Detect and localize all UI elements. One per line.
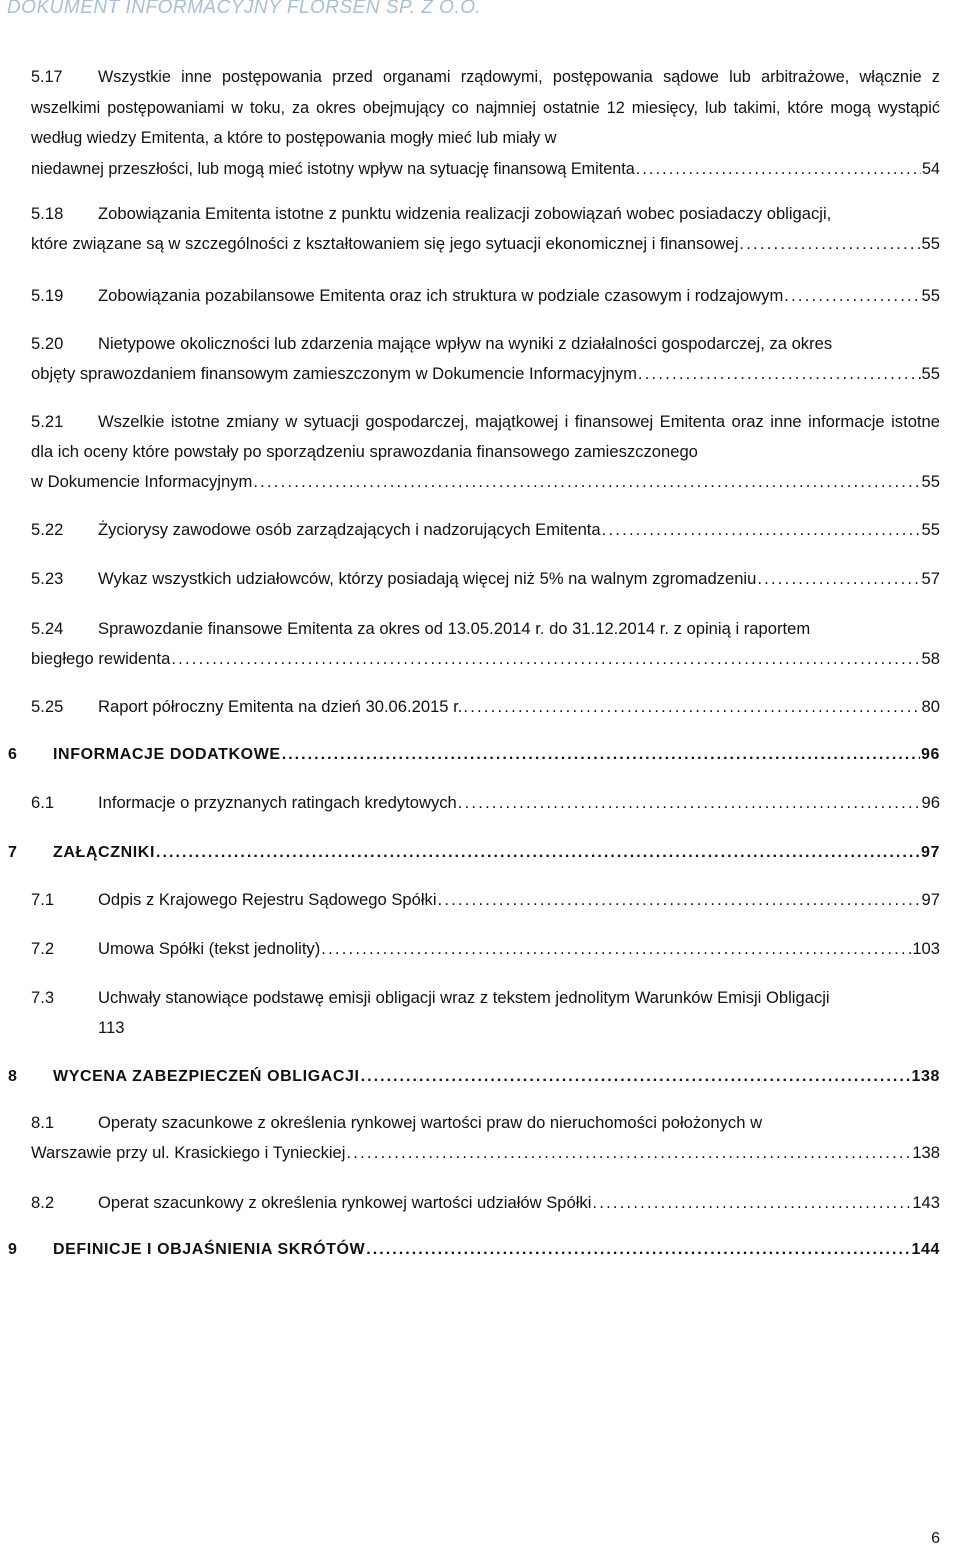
toc-chapter-8[interactable] [8,1062,940,1092]
toc-title: Operat szacunkowy z określenia rynkowej wartości udziałów Spółki [98,1193,592,1212]
leader-dots [282,740,920,770]
leader-dots [784,281,920,311]
toc-entry-5-24[interactable] [31,614,940,674]
page-number: 6 [931,1530,940,1547]
toc-page: 138 [912,1143,940,1162]
toc-page: 57 [921,569,940,588]
leader-dots [602,515,921,545]
toc-number: 5.21 [31,412,64,431]
toc-page: 96 [921,793,940,812]
toc-number: 8.2 [31,1193,55,1212]
toc-entry-5-22[interactable] [31,515,940,545]
leader-dots [438,885,921,915]
toc-title-end: które związane są w szczególności z kształtowaniem się jego sytuacji ekonomicznej i finansowej [31,234,739,253]
toc-entry-6-1[interactable] [31,788,940,818]
toc-page: 55 [921,364,940,383]
toc-number: 6 [8,746,18,763]
toc-title: Sprawozdanie finansowe Emitenta za okres od 13.05.2014 r. do 31.12.2014 r. z opinią i raportem [98,619,811,638]
toc-number: 7.1 [31,890,55,909]
toc-page: 138 [911,1068,940,1085]
toc-page: 80 [921,697,940,716]
toc-page: 143 [912,1193,940,1212]
toc-number: 7.3 [31,988,55,1007]
toc-title: Uchwały stanowiące podstawę emisji obligacji wraz z tekstem jednolitym Warunków Emisji Obligacji [98,988,830,1007]
toc-entry-5-21[interactable] [31,407,940,497]
toc-entry-8-1[interactable] [31,1108,940,1168]
toc-entry-5-19[interactable] [31,281,940,311]
leader-dots [636,154,921,185]
toc-entry-7-3[interactable] [31,983,940,1043]
leader-dots [638,359,921,389]
toc-title: WYCENA ZABEZPIECZEŃ OBLIGACJI [53,1068,360,1085]
toc-number: 5.20 [31,334,64,353]
toc-number: 5.19 [31,286,64,305]
toc-number: 5.22 [31,520,64,539]
document-header: DOKUMENT INFORMACYJNY FLORSEN SP. Z O.O. [7,0,482,18]
leader-dots [739,229,920,259]
toc-entry-5-23[interactable] [31,564,940,594]
toc-entry-7-1[interactable] [31,885,940,915]
toc-number: 7.2 [31,939,55,958]
toc-entry-5-18[interactable] [31,199,940,259]
toc-number: 9 [8,1241,18,1258]
toc-number: 8 [8,1068,18,1085]
toc-title: Umowa Spółki (tekst jednolity) [98,939,321,958]
toc-title: DEFINICJE I OBJAŚNIENIA SKRÓTÓW [53,1241,366,1258]
toc-title: Raport półroczny Emitenta na dzień 30.06.2015 r. [98,697,463,716]
toc-page: 103 [912,939,940,958]
leader-dots [463,692,920,722]
toc-page: 55 [921,520,940,539]
toc-title: Zobowiązania Emitenta istotne z punktu widzenia realizacji zobowiązań wobec posiadaczy obligacji, [98,204,832,223]
toc-title: Życiorysy zawodowe osób zarządzających i nadzorujących Emitenta [98,520,601,539]
toc-title: Wszystkie inne postępowania przed organami rządowymi, postępowania sądowe lub arbitrażowe, włącznie z wszelkimi postępowaniami w toku, za okres obejmujący co najmniej ostatnie 12 miesięcy, lub takimi, które mogą wystąpić według wiedzy Emitenta, a które to postępowania mogły mieć lub miały w [31,68,940,147]
toc-entry-8-2[interactable] [31,1188,940,1218]
toc-number: 7 [8,844,18,861]
toc-chapter-9[interactable] [8,1235,940,1265]
leader-dots [757,564,920,594]
toc-page: 113 [98,1018,125,1037]
toc-page: 55 [921,472,940,491]
toc-number: 6.1 [31,793,55,812]
toc-title-end: w Dokumencie Informacyjnym [31,472,253,491]
toc-page: 54 [921,159,940,178]
leader-dots [592,1188,911,1218]
toc-title: Informacje o przyznanych ratingach kredytowych [98,793,457,812]
toc-number: 5.18 [31,204,64,223]
leader-dots [253,467,920,497]
toc-title: Odpis z Krajowego Rejestru Sądowego Spółki [98,890,437,909]
toc-title: Wszelkie istotne zmiany w sytuacji gospodarczej, majątkowej i finansowej Emitenta oraz inne informacje istotne dla ich oceny które powstały po sporządzeniu sprawozdania finansowego zamieszczonego [31,412,940,461]
toc-entry-5-20[interactable] [31,329,940,389]
toc-number: 5.25 [31,697,64,716]
toc-page: 144 [911,1241,940,1258]
toc-title: Zobowiązania pozabilansowe Emitenta oraz ich struktura w podziale czasowym i rodzajowym [98,286,784,305]
leader-dots [156,838,920,868]
toc-number: 8.1 [31,1113,55,1132]
leader-dots [171,644,920,674]
toc-chapter-6[interactable] [8,740,940,770]
leader-dots [366,1235,910,1265]
toc-title: Operaty szacunkowe z określenia rynkowej wartości praw do nieruchomości położonych w [98,1113,763,1132]
toc-entry-5-25[interactable] [31,692,940,722]
leader-dots [346,1138,911,1168]
toc-page: 55 [921,286,940,305]
toc-number: 5.23 [31,569,64,588]
toc-entry-5-17[interactable] [31,62,940,184]
toc-title-end: biegłego rewidenta [31,649,171,668]
toc-title-end: objęty sprawozdaniem finansowym zamieszczonym w Dokumencie Informacyjnym [31,364,637,383]
toc-number: 5.24 [31,619,64,638]
toc-title: INFORMACJE DODATKOWE [53,746,281,763]
toc-title: ZAŁĄCZNIKI [53,844,155,861]
toc-title: Wykaz wszystkich udziałowców, którzy posiadają więcej niż 5% na walnym zgromadzeniu [98,569,757,588]
leader-dots [361,1062,911,1092]
toc-title: Nietypowe okoliczności lub zdarzenia mające wpływ na wyniki z działalności gospodarczej, za okres [98,334,833,353]
toc-entry-7-2[interactable] [31,934,940,964]
toc-title-end: Warszawie przy ul. Krasickiego i Tynieckiej [31,1143,346,1162]
toc-chapter-7[interactable] [8,838,940,868]
toc-page: 55 [921,234,940,253]
leader-dots [321,934,911,964]
toc-title-end: niedawnej przeszłości, lub mogą mieć istotny wpływ na sytuację finansową Emitenta [31,159,635,178]
toc-page: 58 [921,649,940,668]
toc-page: 97 [921,890,940,909]
toc-number: 5.17 [31,68,63,86]
toc-page: 97 [921,844,940,861]
toc-page: 96 [921,746,940,763]
leader-dots [458,788,921,818]
